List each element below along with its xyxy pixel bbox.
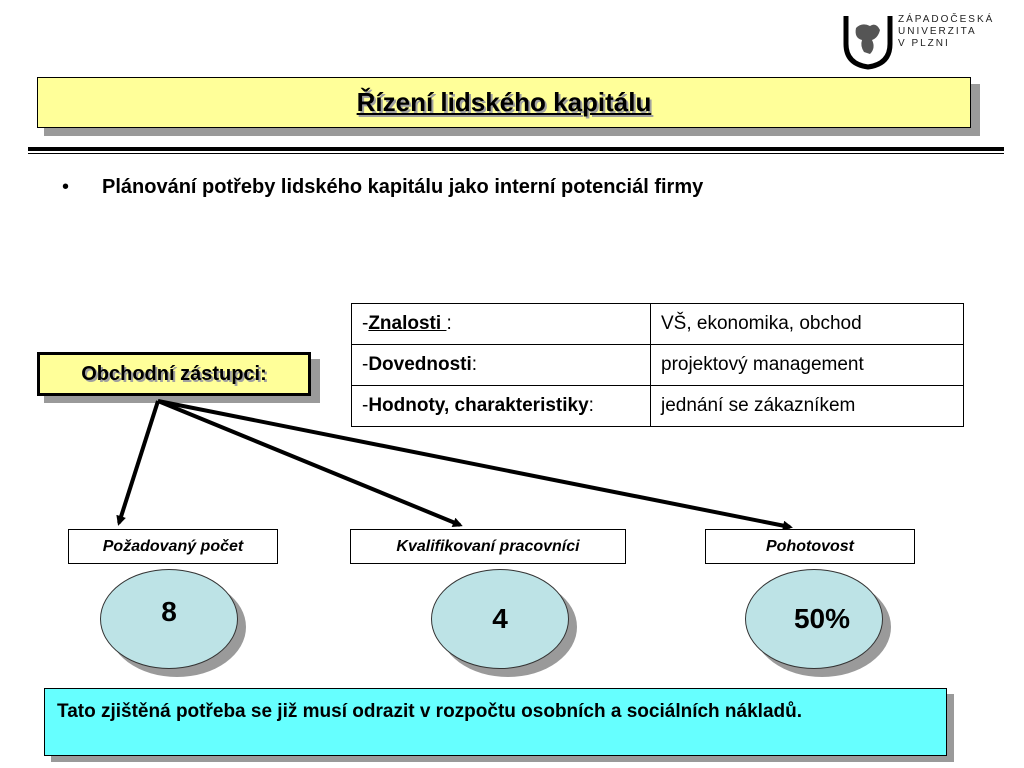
- table-cell-value: projektový management: [651, 345, 964, 386]
- bullet-text: Plánování potřeby lidského kapitálu jako interní potenciál firmy: [102, 176, 704, 198]
- table-cell-label: -Znalosti :: [352, 304, 651, 345]
- value-oval-pozadovany-pocet: 8: [100, 569, 238, 669]
- arrow-to-kvalifikovani: [158, 401, 460, 525]
- value-oval-pohotovost: 50%: [745, 569, 883, 669]
- arrow-to-pohotovost: [158, 401, 790, 527]
- source-box-label: Obchodní zástupci:: [81, 362, 267, 385]
- logo-line: UNIVERZITA: [898, 26, 977, 37]
- arrow-to-pozadovany-pocet: [119, 401, 158, 523]
- note-text: Tato zjištěná potřeba se již musí odrazit v rozpočtu osobních a sociálních nákladů.: [57, 701, 803, 722]
- target-label-pohotovost: Pohotovost: [705, 529, 915, 564]
- note-box: [44, 688, 947, 756]
- target-label-pozadovany-pocet: Požadovaný počet: [68, 529, 278, 564]
- table-cell-value: jednání se zákazníkem: [651, 386, 964, 427]
- slide-title: Řízení lidského kapitálu: [356, 87, 652, 117]
- logo-line: ZÁPADOČESKÁ: [898, 14, 995, 25]
- bullet-icon: •: [62, 176, 70, 198]
- target-label-kvalifikovani: Kvalifikovaní pracovníci: [350, 529, 626, 564]
- logo-line: V PLZNI: [898, 38, 950, 49]
- table-cell-label: -Dovednosti:: [352, 345, 651, 386]
- table-cell-label: -Hodnoty, charakteristiky:: [352, 386, 651, 427]
- value-oval-kvalifikovani: 4: [431, 569, 569, 669]
- table-cell-value: VŠ, ekonomika, obchod: [651, 304, 964, 345]
